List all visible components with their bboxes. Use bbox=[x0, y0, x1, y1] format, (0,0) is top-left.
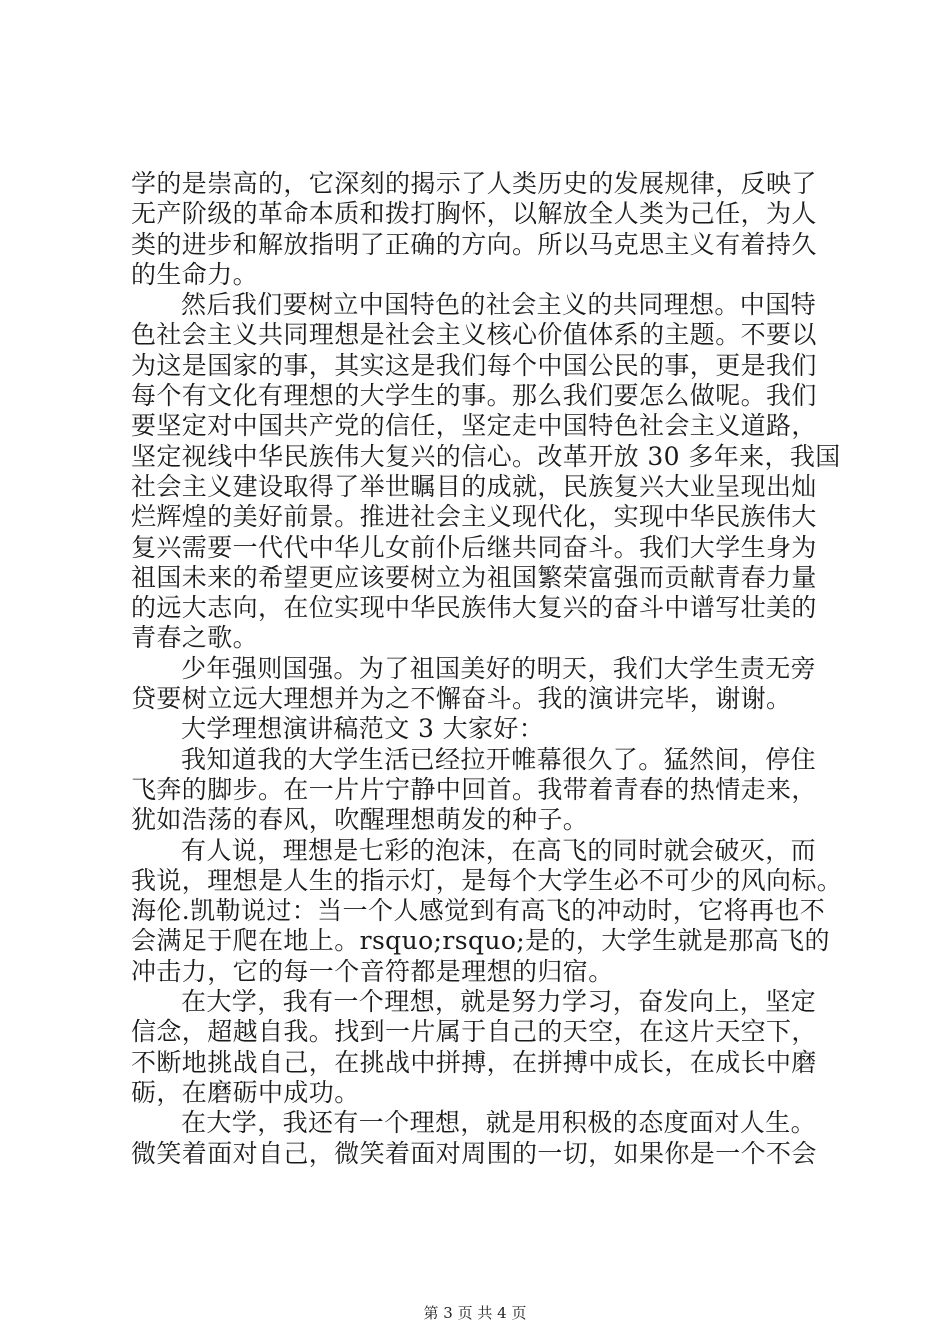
text-line: 坚定视线中华民族伟大复兴的信心。改革开放 30 多年来，我国 bbox=[131, 441, 841, 471]
text-line: 冲击力，它的每一个音符都是理想的归宿。 bbox=[131, 956, 614, 986]
text-line: 不断地挑战自己，在挑战中拼搏，在拼搏中成长，在成长中磨 bbox=[131, 1047, 817, 1077]
text-line: 砺，在磨砺中成功。 bbox=[131, 1077, 360, 1107]
document-body bbox=[131, 169, 843, 1169]
text-line: 犹如浩荡的春风，吹醒理想萌发的种子。 bbox=[131, 805, 589, 835]
text-line: 信念，超越自我。找到一片属于自己的天空，在这片天空下， bbox=[131, 1017, 817, 1047]
text-line: 在大学，我还有一个理想，就是用积极的态度面对人生。 bbox=[181, 1108, 817, 1138]
text-line: 有人说，理想是七彩的泡沫，在高飞的同时就会破灭，而 bbox=[181, 835, 817, 865]
page-footer: 第 3 页 共 4 页 bbox=[423, 1304, 527, 1322]
text-line: 类的进步和解放指明了正确的方向。所以马克思主义有着持久 bbox=[131, 229, 817, 259]
text-line: 贷要树立远大理想并为之不懈奋斗。我的演讲完毕，谢谢。 bbox=[131, 684, 792, 714]
text-line: 然后我们要树立中国特色的社会主义的共同理想。中国特 bbox=[181, 290, 817, 320]
text-line: 学的是崇高的，它深刻的揭示了人类历史的发展规律，反映了 bbox=[131, 169, 817, 198]
text-line: 海伦.凯勒说过：当一个人感觉到有高飞的冲动时，它将再也不 bbox=[131, 896, 826, 926]
text-line: 的生命力。 bbox=[131, 259, 259, 289]
text-line: 我说，理想是人生的指示灯，是每个大学生必不可少的风向标。 bbox=[131, 865, 843, 895]
text-line: 烂辉煌的美好前景。推进社会主义现代化，实现中华民族伟大 bbox=[131, 502, 817, 532]
text-line: 复兴需要一代代中华儿女前仆后继共同奋斗。我们大学生身为 bbox=[131, 532, 817, 562]
text-line: 无产阶级的革命本质和拨打胸怀，以解放全人类为己任，为人 bbox=[131, 199, 817, 229]
text-line: 色社会主义共同理想是社会主义核心价值体系的主题。不要以 bbox=[131, 320, 817, 350]
text-line: 少年强则国强。为了祖国美好的明天，我们大学生责无旁 bbox=[181, 653, 817, 683]
text-line: 会满足于爬在地上。rsquo;rsquo;是的，大学生就是那高飞的 bbox=[131, 926, 830, 956]
text-line: 每个有文化有理想的大学生的事。那么我们要怎么做呢。我们 bbox=[131, 381, 817, 411]
text-line: 的远大志向，在位实现中华民族伟大复兴的奋斗中谱写壮美的 bbox=[131, 593, 817, 623]
text-line: 在大学，我有一个理想，就是努力学习，奋发向上，坚定 bbox=[181, 987, 817, 1017]
text-line: 我知道我的大学生活已经拉开帷幕很久了。猛然间，停住 bbox=[181, 744, 817, 774]
text-line: 社会主义建设取得了举世瞩目的成就，民族复兴大业呈现出灿 bbox=[131, 471, 817, 501]
text-line: 青春之歌。 bbox=[131, 623, 259, 653]
text-line: 为这是国家的事，其实这是我们每个中国公民的事，更是我们 bbox=[131, 350, 817, 380]
text-line: 飞奔的脚步。在一片片宁静中回首。我带着青春的热情走来， bbox=[131, 774, 817, 804]
text-line: 要坚定对中国共产党的信任，坚定走中国特色社会主义道路， bbox=[131, 411, 817, 441]
text-line: 大学理想演讲稿范文 3 大家好： bbox=[181, 714, 545, 744]
text-line: 祖国未来的希望更应该要树立为祖国繁荣富强而贡献青春力量 bbox=[131, 562, 817, 592]
text-line: 微笑着面对自己，微笑着面对周围的一切，如果你是一个不会 bbox=[131, 1138, 817, 1168]
